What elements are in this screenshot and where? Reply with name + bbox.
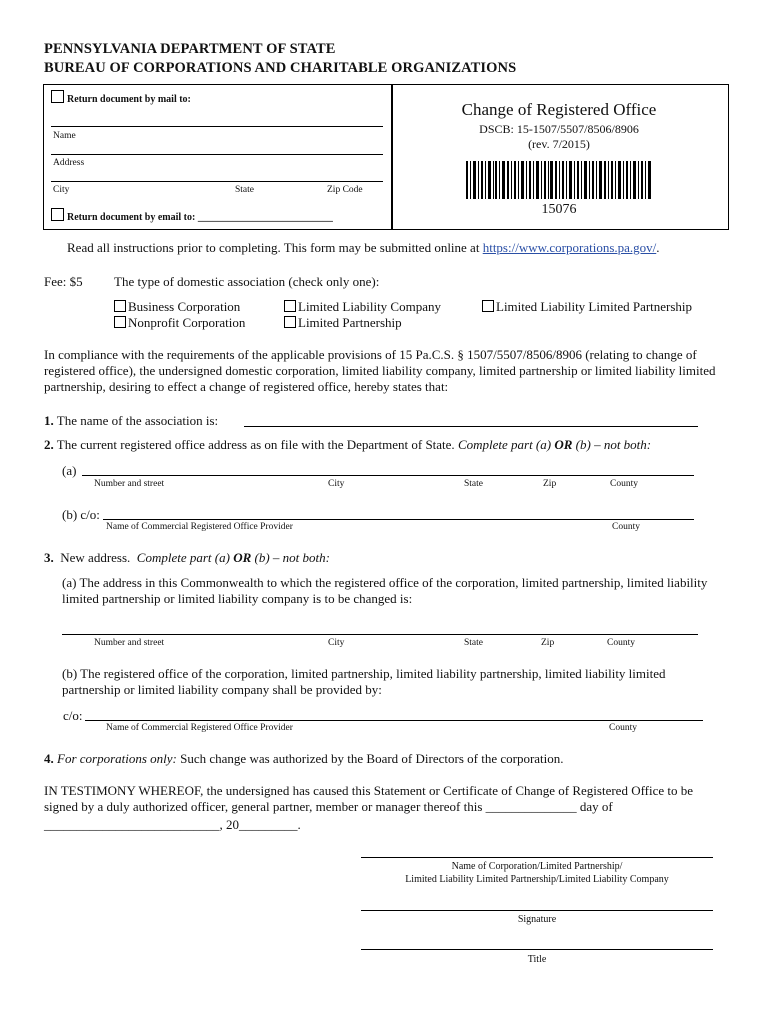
title-line[interactable] bbox=[361, 949, 713, 950]
address-label: Address bbox=[53, 158, 85, 168]
association-type-prompt: The type of domestic association (check only one): bbox=[114, 274, 380, 289]
return-by-email-option[interactable]: Return document by email to: ___________________________ bbox=[51, 208, 333, 223]
fee-label: Fee: $5 bbox=[44, 274, 83, 289]
association-name-line[interactable] bbox=[244, 426, 698, 427]
signature-label: Signature bbox=[517, 914, 557, 925]
bureau-title: BUREAU OF CORPORATIONS AND CHARITABLE ORGANIZATIONS bbox=[44, 60, 517, 76]
business-corporation-checkbox[interactable] bbox=[114, 300, 126, 312]
current-county-label: County bbox=[610, 479, 638, 489]
current-provider-county-label: County bbox=[612, 522, 640, 532]
current-provider-line[interactable] bbox=[103, 519, 694, 520]
current-state-label: State bbox=[464, 479, 483, 489]
option-business-corporation[interactable]: Business Corporation bbox=[114, 299, 240, 315]
return-by-mail-option[interactable]: Return document by mail to: bbox=[51, 90, 191, 105]
revision-date: (rev. 7/2015) bbox=[528, 137, 590, 151]
name-field-line[interactable] bbox=[51, 126, 383, 127]
new-co-label: c/o: bbox=[63, 708, 83, 723]
new-address-b-text: (b) The registered office of the corporation, limited partnership, limited liability partnership, limited liability limited partnership or limited liability company shall be provided by: bbox=[62, 666, 666, 697]
new-street-label: Number and street bbox=[94, 638, 165, 648]
corporations-website-link[interactable]: https://www.corporations.pa.gov/ bbox=[482, 240, 657, 255]
state-label: State bbox=[235, 185, 254, 195]
corporation-name-line[interactable] bbox=[361, 857, 713, 858]
current-street-label: Number and street bbox=[94, 479, 165, 489]
return-mail-checkbox[interactable] bbox=[51, 90, 64, 103]
item-3: 3. New address. Complete part (a) OR (b) – not both: bbox=[44, 550, 330, 565]
city-state-zip-field-line[interactable] bbox=[51, 181, 383, 182]
corporation-name-label-2: Limited Liability Limited Partnership/Limited Liability Company bbox=[405, 874, 669, 885]
dscb-code: DSCB: 15-1507/5507/8506/8906 bbox=[479, 122, 639, 136]
current-city-label: City bbox=[328, 479, 345, 489]
current-address-line[interactable] bbox=[82, 475, 694, 476]
limited-partnership-checkbox[interactable] bbox=[284, 316, 296, 328]
new-address-a-text: (a) The address in this Commonwealth to which the registered office of the corporation, limited partnership, limited liability limited partnership or limited liability company is to be changed is: bbox=[62, 575, 708, 606]
option-limited-partnership[interactable]: Limited Partnership bbox=[284, 315, 402, 331]
new-provider-line[interactable] bbox=[85, 720, 703, 721]
item-1: 1. The name of the association is: bbox=[44, 413, 219, 428]
barcode-image bbox=[466, 161, 652, 199]
new-county-label: County bbox=[607, 638, 635, 648]
form-title: Change of Registered Office bbox=[461, 100, 657, 119]
current-zip-label: Zip bbox=[543, 479, 557, 489]
instructions-line: Read all instructions prior to completing. This form may be submitted online at https://www.corporations.pa.gov/. bbox=[67, 240, 660, 255]
new-city-label: City bbox=[328, 638, 345, 648]
zip-code-label: Zip Code bbox=[327, 185, 363, 195]
current-provider-label: Name of Commercial Registered Office Provider bbox=[106, 522, 293, 532]
item-2: 2. The current registered office address as on file with the Department of State. Complete part (a) OR (b) – not both: bbox=[44, 437, 652, 452]
lllp-checkbox[interactable] bbox=[482, 300, 494, 312]
new-state-label: State bbox=[464, 638, 483, 648]
nonprofit-checkbox[interactable] bbox=[114, 316, 126, 328]
new-provider-label: Name of Commercial Registered Office Provider bbox=[106, 723, 293, 733]
compliance-statement: In compliance with the requirements of the applicable provisions of 15 Pa.C.S. § 1507/5507/8506/8906 (relating to change of registered office), the undersigned domestic corporation, limited liability company, limited partnership or limited liability limited partnership, desiring to effect a change of registered office, hereby states that: bbox=[44, 347, 716, 394]
option-nonprofit-corporation[interactable]: Nonprofit Corporation bbox=[114, 315, 245, 331]
testimony-statement: IN TESTIMONY WHEREOF, the undersigned has caused this Statement or Certificate of Change of Registered Office to be signed by a duly authorized officer, general partner, member or manager thereof this ______________ day of bbox=[44, 783, 694, 814]
signature-line[interactable] bbox=[361, 910, 713, 911]
corporation-name-label-1: Name of Corporation/Limited Partnership/ bbox=[451, 861, 623, 872]
new-zip-label: Zip bbox=[541, 638, 555, 648]
address-field-line[interactable] bbox=[51, 154, 383, 155]
llc-checkbox[interactable] bbox=[284, 300, 296, 312]
name-label: Name bbox=[53, 131, 76, 141]
item-4: 4. For corporations only: Such change was authorized by the Board of Directors of the corporation. bbox=[44, 751, 564, 766]
current-address-a-label: (a) bbox=[62, 463, 77, 478]
current-address-b-label: (b) c/o: bbox=[62, 507, 100, 522]
new-address-line[interactable] bbox=[62, 634, 698, 635]
title-label: Title bbox=[527, 954, 547, 965]
barcode-number: 15076 bbox=[541, 202, 577, 217]
new-provider-county-label: County bbox=[609, 723, 637, 733]
testimony-date-line[interactable]: ___________________________, 20_________. bbox=[44, 817, 301, 832]
city-label: City bbox=[53, 185, 70, 195]
department-title: PENNSYLVANIA DEPARTMENT OF STATE bbox=[44, 41, 336, 57]
option-limited-liability-company[interactable]: Limited Liability Company bbox=[284, 299, 441, 315]
option-lllp[interactable]: Limited Liability Limited Partnership bbox=[482, 299, 692, 315]
return-email-checkbox[interactable] bbox=[51, 208, 64, 221]
